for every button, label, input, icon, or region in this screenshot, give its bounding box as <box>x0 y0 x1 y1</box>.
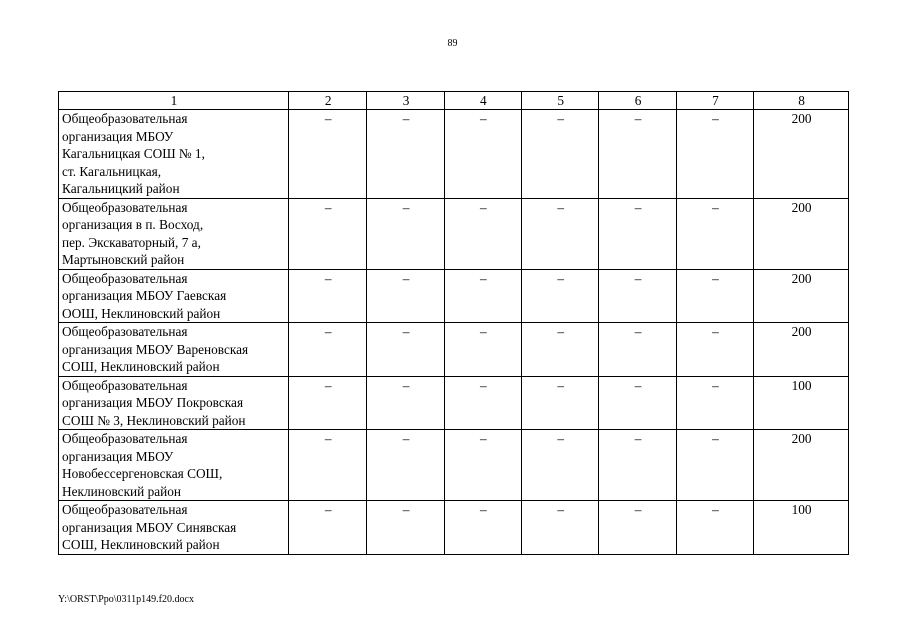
value-cell-col-6: – <box>599 376 676 430</box>
organization-cell <box>59 198 289 269</box>
organization-line: организация МБОУ <box>62 448 174 464</box>
value-cell-col-2: – <box>288 110 366 199</box>
value-cell-col-7: – <box>676 110 753 199</box>
allocation-table <box>58 91 849 555</box>
organization-line: организация в п. Восход, <box>62 217 204 232</box>
organization-line: ООШ, Неклиновский район <box>62 305 221 321</box>
value-cell-col-2: – <box>288 501 366 555</box>
table-row <box>59 501 849 555</box>
value-cell-col-8: 100 <box>754 501 849 555</box>
organization-line: организация МБОУ <box>62 128 174 144</box>
value-cell-col-6: – <box>599 323 676 377</box>
table-row <box>59 430 849 501</box>
table-row <box>59 110 849 199</box>
value-cell-col-6: – <box>599 501 676 555</box>
organization-line: организация МБОУ Вареновская <box>62 341 249 357</box>
organization-line: Общеобразовательная <box>62 324 188 339</box>
table-row <box>59 198 849 269</box>
value-cell-col-8: 200 <box>754 430 849 501</box>
value-cell-col-4: – <box>444 430 521 501</box>
organization-line: Общеобразовательная <box>62 111 188 126</box>
value-cell-col-2: – <box>288 376 366 430</box>
organization-line: Общеобразовательная <box>62 377 188 393</box>
organization-line: Кагальницкая СОШ № 1, <box>62 146 205 161</box>
value-cell-col-5: – <box>522 501 599 555</box>
value-cell-col-3: – <box>367 269 444 323</box>
value-cell-col-7: – <box>676 323 753 377</box>
organization-line: СОШ № 3, Неклиновский район <box>62 412 246 428</box>
column-header-2: 2 <box>288 92 366 110</box>
value-cell-col-6: – <box>599 430 676 501</box>
column-header-7: 7 <box>676 92 753 110</box>
value-cell-col-3: – <box>367 501 444 555</box>
value-cell-col-8: 200 <box>754 110 849 199</box>
value-cell-col-7: – <box>676 430 753 501</box>
column-header-6: 6 <box>599 92 676 110</box>
table-row <box>59 269 849 323</box>
value-cell-col-3: – <box>367 323 444 377</box>
organization-line: Неклиновский район <box>62 483 182 499</box>
value-cell-col-8: 200 <box>754 323 849 377</box>
value-cell-col-5: – <box>522 269 599 323</box>
organization-line: Общеобразовательная <box>62 270 188 286</box>
value-cell-col-5: – <box>522 198 599 269</box>
organization-cell <box>59 430 289 501</box>
value-cell-col-2: – <box>288 198 366 269</box>
column-header-8: 8 <box>754 92 849 110</box>
value-cell-col-4: – <box>444 198 521 269</box>
value-cell-col-4: – <box>444 269 521 323</box>
value-cell-col-4: – <box>444 501 521 555</box>
value-cell-col-6: – <box>599 198 676 269</box>
value-cell-col-4: – <box>444 110 521 199</box>
organization-cell <box>59 110 289 199</box>
value-cell-col-4: – <box>444 376 521 430</box>
value-cell-col-3: – <box>367 376 444 430</box>
value-cell-col-3: – <box>367 198 444 269</box>
organization-line: Общеобразовательная <box>62 502 188 517</box>
table-row <box>59 376 849 430</box>
column-header-1: 1 <box>59 92 289 110</box>
value-cell-col-6: – <box>599 110 676 199</box>
value-cell-col-3: – <box>367 110 444 199</box>
organization-line: Новобессергеновская СОШ, <box>62 466 223 481</box>
organization-cell <box>59 501 289 555</box>
organization-cell <box>59 376 289 430</box>
value-cell-col-3: – <box>367 430 444 501</box>
column-header-4: 4 <box>444 92 521 110</box>
organization-line: ст. Кагальницкая, <box>62 163 162 179</box>
value-cell-col-2: – <box>288 430 366 501</box>
value-cell-col-5: – <box>522 430 599 501</box>
organization-line: Общеобразовательная <box>62 199 188 215</box>
table-row <box>59 323 849 377</box>
organization-line: организация МБОУ Покровская <box>62 395 244 410</box>
value-cell-col-6: – <box>599 269 676 323</box>
file-path-footer: Y:\ORST\Ppo\0311p149.f20.docx <box>58 594 194 605</box>
column-header-3: 3 <box>367 92 444 110</box>
page-number: 89 <box>447 38 458 49</box>
organization-line: организация МБОУ Гаевская <box>62 288 227 303</box>
value-cell-col-5: – <box>522 323 599 377</box>
organization-line: Мартыновский район <box>62 252 185 267</box>
header-row <box>59 92 849 110</box>
value-cell-col-7: – <box>676 269 753 323</box>
organization-line: пер. Экскаваторный, 7 а, <box>62 234 201 250</box>
organization-line: Общеобразовательная <box>62 431 188 446</box>
organization-line: организация МБОУ Синявская <box>62 519 237 535</box>
value-cell-col-8: 100 <box>754 376 849 430</box>
organization-line: Кагальницкий район <box>62 181 180 196</box>
value-cell-col-7: – <box>676 501 753 555</box>
value-cell-col-7: – <box>676 376 753 430</box>
value-cell-col-8: 200 <box>754 269 849 323</box>
organization-line: СОШ, Неклиновский район <box>62 537 220 552</box>
organization-cell <box>59 323 289 377</box>
value-cell-col-5: – <box>522 376 599 430</box>
value-cell-col-5: – <box>522 110 599 199</box>
value-cell-col-4: – <box>444 323 521 377</box>
value-cell-col-8: 200 <box>754 198 849 269</box>
value-cell-col-7: – <box>676 198 753 269</box>
column-header-5: 5 <box>522 92 599 110</box>
organization-line: СОШ, Неклиновский район <box>62 359 220 374</box>
table-body <box>59 110 849 555</box>
organization-cell <box>59 269 289 323</box>
value-cell-col-2: – <box>288 269 366 323</box>
value-cell-col-2: – <box>288 323 366 377</box>
